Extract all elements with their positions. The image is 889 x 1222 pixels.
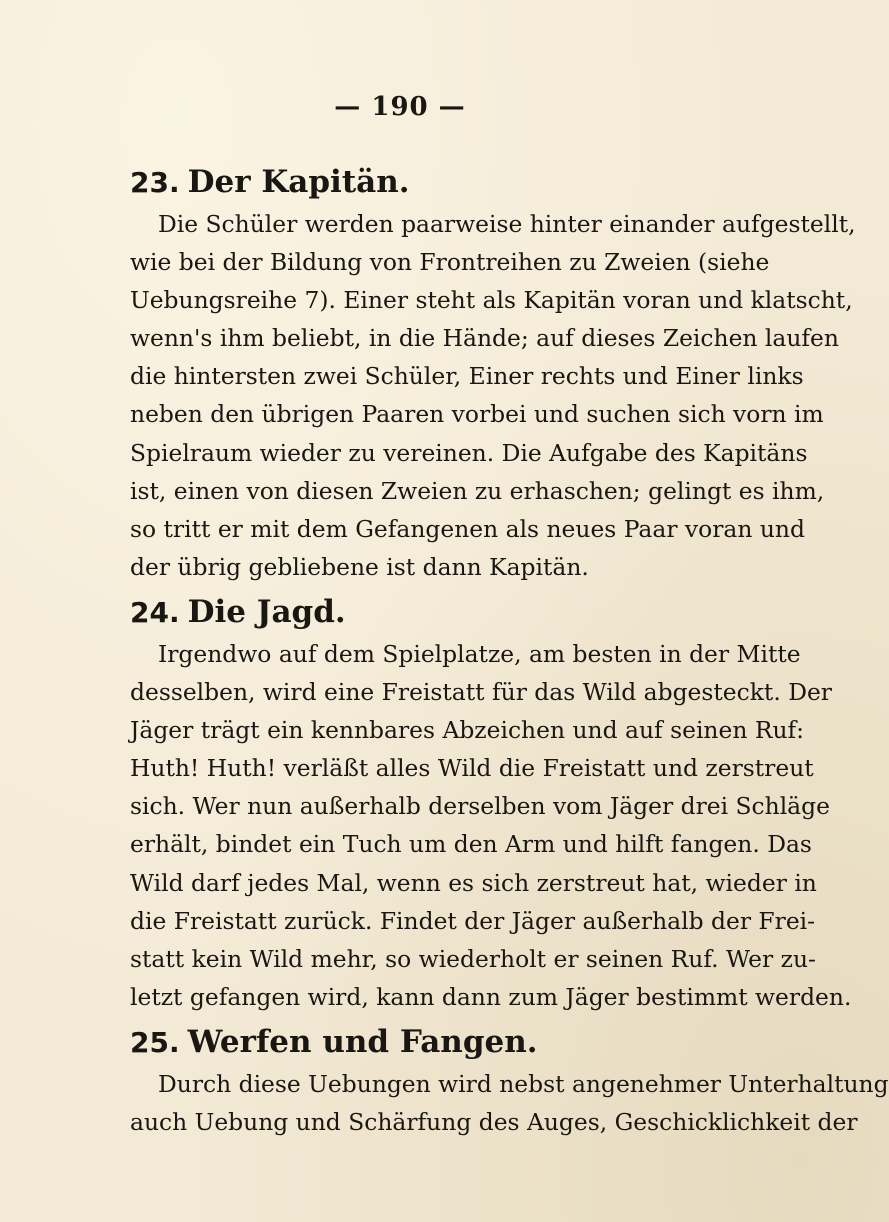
text-line: ist, einen von diesen Zweien zu erhaschen; gelingt es ihm,	[130, 476, 825, 505]
section-werfen-fangen	[130, 1020, 889, 1141]
text-line: wenn's ihm beliebt, in die Hände; auf dieses Zeichen laufen	[130, 324, 839, 353]
section-kapitaen	[130, 160, 856, 586]
section-heading	[130, 1020, 740, 1065]
text-line: Jäger trägt ein kennbares Abzeichen und auf seinen Ruf:	[130, 716, 805, 745]
section-number: 24.	[130, 595, 180, 629]
text-line: Uebungsreihe 7). Einer steht als Kapitän voran und klatscht,	[130, 286, 853, 315]
text-line: Irgendwo auf dem Spielplatze, am besten in der Mitte	[158, 639, 801, 668]
text-line: der übrig gebliebene ist dann Kapitän.	[130, 552, 589, 581]
section-number: 23.	[130, 166, 180, 199]
text-line: die Freistatt zurück. Findet der Jäger außerhalb der Frei-	[130, 906, 816, 935]
section-heading	[130, 590, 740, 635]
section-title: Die Jagd.	[187, 593, 346, 630]
page-number: — 190 —	[334, 92, 466, 122]
text-line: wie bei der Bildung von Frontreihen zu Zweien (siehe	[130, 248, 770, 277]
text-line: Huth! Huth! verläßt alles Wild die Freistatt und zerstreut	[130, 754, 814, 783]
section-paragraph	[130, 205, 856, 586]
section-title: Der Kapitän.	[187, 164, 410, 200]
text-line: erhält, bindet ein Tuch um den Arm und hilft fangen. Das	[130, 830, 812, 859]
page-content	[130, 160, 889, 1141]
text-line: Wild darf jedes Mal, wenn es sich zerstreut hat, wieder in	[130, 868, 817, 897]
section-paragraph	[130, 1065, 889, 1141]
text-line: Die Schüler werden paarweise hinter einander aufgestellt,	[158, 210, 856, 238]
section-jagd	[130, 590, 852, 1016]
text-line: statt kein Wild mehr, so wiederholt er seinen Ruf. Wer zu-	[130, 944, 816, 973]
text-line: sich. Wer nun außerhalb derselben vom Jäger drei Schläge	[130, 792, 830, 821]
text-line: auch Uebung und Schärfung des Auges, Geschicklichkeit der	[130, 1107, 858, 1136]
text-line: die hintersten zwei Schüler, Einer rechts und Einer links	[130, 362, 804, 391]
section-title: Werfen und Fangen.	[187, 1023, 538, 1060]
section-paragraph	[130, 635, 852, 1016]
text-line: neben den übrigen Paaren vorbei und suchen sich vorn im	[130, 400, 824, 429]
text-line: desselben, wird eine Freistatt für das Wild abgesteckt. Der	[130, 678, 832, 707]
text-line: Spielraum wieder zu vereinen. Die Aufgabe des Kapitäns	[130, 438, 808, 467]
text-line: so tritt er mit dem Gefangenen als neues Paar voran und	[130, 514, 805, 543]
section-number: 25.	[130, 1025, 180, 1059]
section-heading	[130, 160, 740, 205]
text-line: letzt gefangen wird, kann dann zum Jäger bestimmt werden.	[130, 982, 852, 1011]
text-line: Durch diese Uebungen wird nebst angenehmer Unterhaltung	[158, 1069, 889, 1098]
